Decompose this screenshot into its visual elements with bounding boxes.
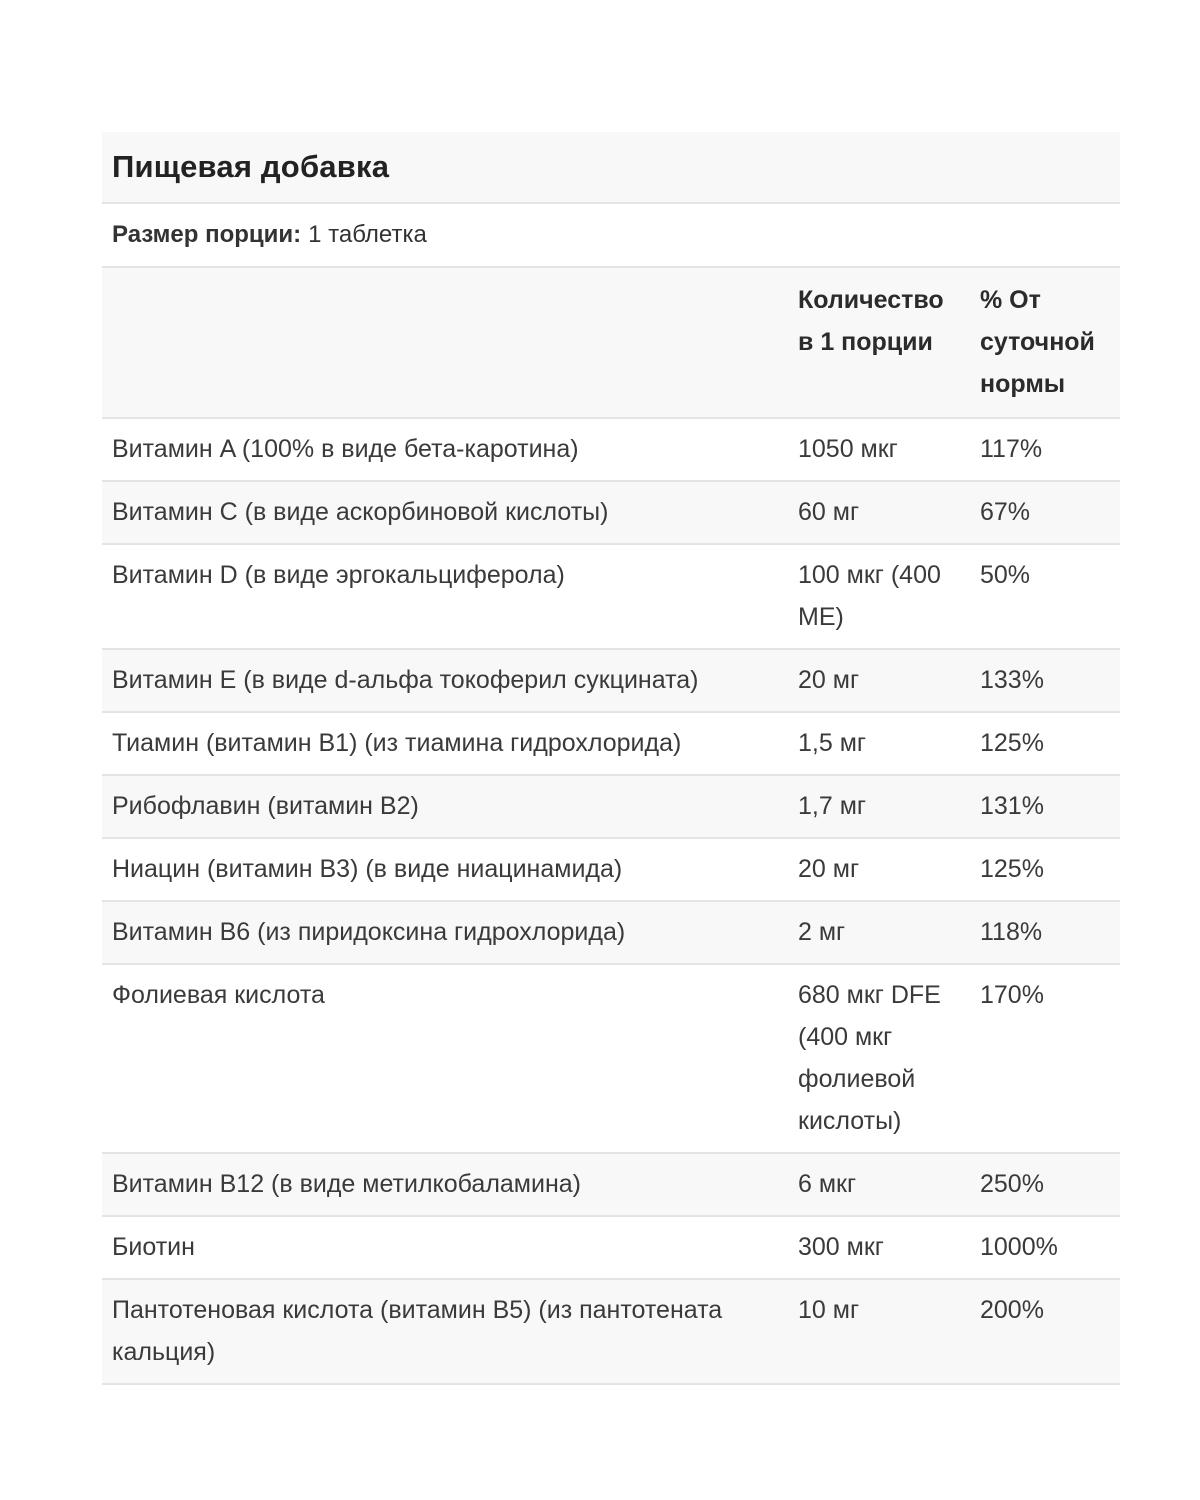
nutrient-daily-value: 50% [970, 544, 1120, 649]
nutrient-daily-value: 133% [970, 649, 1120, 712]
nutrient-daily-value: 118% [970, 901, 1120, 964]
table-row [102, 544, 1120, 649]
nutrient-amount: 300 мкг [788, 1216, 970, 1279]
table-row [102, 712, 1120, 775]
serving-size-row [102, 204, 1120, 268]
table-row [102, 1216, 1120, 1279]
table-row [102, 418, 1120, 481]
nutrient-name: Витамин B6 (из пиридоксина гидрохлорида) [102, 901, 788, 964]
header-daily-value: % От суточной нормы [970, 268, 1120, 418]
table-row [102, 481, 1120, 544]
table-row [102, 649, 1120, 712]
nutrient-name: Рибофлавин (витамин B2) [102, 775, 788, 838]
nutrient-amount: 20 мг [788, 838, 970, 901]
nutrient-amount: 1050 мкг [788, 418, 970, 481]
nutrient-name: Фолиевая кислота [102, 964, 788, 1153]
table-row [102, 775, 1120, 838]
nutrient-name: Витамин C (в виде аскорбиновой кислоты) [102, 481, 788, 544]
table-row [102, 1153, 1120, 1216]
nutrient-daily-value: 125% [970, 712, 1120, 775]
nutrient-amount: 6 мкг [788, 1153, 970, 1216]
header-name-cell [102, 268, 788, 418]
nutrient-amount: 1,7 мг [788, 775, 970, 838]
nutrient-name: Витамин B12 (в виде метилкобаламина) [102, 1153, 788, 1216]
nutrient-daily-value: 125% [970, 838, 1120, 901]
table-row [102, 838, 1120, 901]
nutrient-daily-value: 250% [970, 1153, 1120, 1216]
nutrient-amount: 60 мг [788, 481, 970, 544]
supplement-facts-panel [102, 132, 1120, 1385]
nutrient-amount: 10 мг [788, 1279, 970, 1384]
table-row [102, 1279, 1120, 1384]
title-row [102, 132, 1120, 204]
table-row [102, 901, 1120, 964]
nutrient-name: Витамин E (в виде d-альфа токоферил сукцината) [102, 649, 788, 712]
nutrient-daily-value: 131% [970, 775, 1120, 838]
nutrient-name: Витамин D (в виде эргокальциферола) [102, 544, 788, 649]
nutrient-name: Пантотеновая кислота (витамин B5) (из пантотената кальция) [102, 1279, 788, 1384]
nutrient-name: Ниацин (витамин B3) (в виде ниацинамида) [102, 838, 788, 901]
header-amount: Количество в 1 порции [788, 268, 970, 418]
page-title: Пищевая добавка [112, 149, 390, 184]
nutrient-name: Тиамин (витамин B1) (из тиамина гидрохлорида) [102, 712, 788, 775]
nutrient-daily-value: 67% [970, 481, 1120, 544]
table-header-row [102, 268, 1120, 418]
serving-size-label: Размер порции: [112, 221, 302, 248]
nutrient-daily-value: 117% [970, 418, 1120, 481]
nutrient-amount: 680 мкг DFE (400 мкг фолиевой кислоты) [788, 964, 970, 1153]
nutrient-name: Витамин A (100% в виде бета-каротина) [102, 418, 788, 481]
nutrient-amount: 1,5 мг [788, 712, 970, 775]
nutrient-amount: 2 мг [788, 901, 970, 964]
nutrient-name: Биотин [102, 1216, 788, 1279]
nutrient-daily-value: 1000% [970, 1216, 1120, 1279]
nutrients-table-body [102, 418, 1120, 1384]
serving-size-value: 1 таблетка [308, 221, 427, 248]
nutrient-daily-value: 200% [970, 1279, 1120, 1384]
table-row [102, 964, 1120, 1153]
nutrient-amount: 100 мкг (400 МЕ) [788, 544, 970, 649]
nutrient-amount: 20 мг [788, 649, 970, 712]
nutrient-daily-value: 170% [970, 964, 1120, 1153]
nutrients-table [102, 268, 1120, 1385]
